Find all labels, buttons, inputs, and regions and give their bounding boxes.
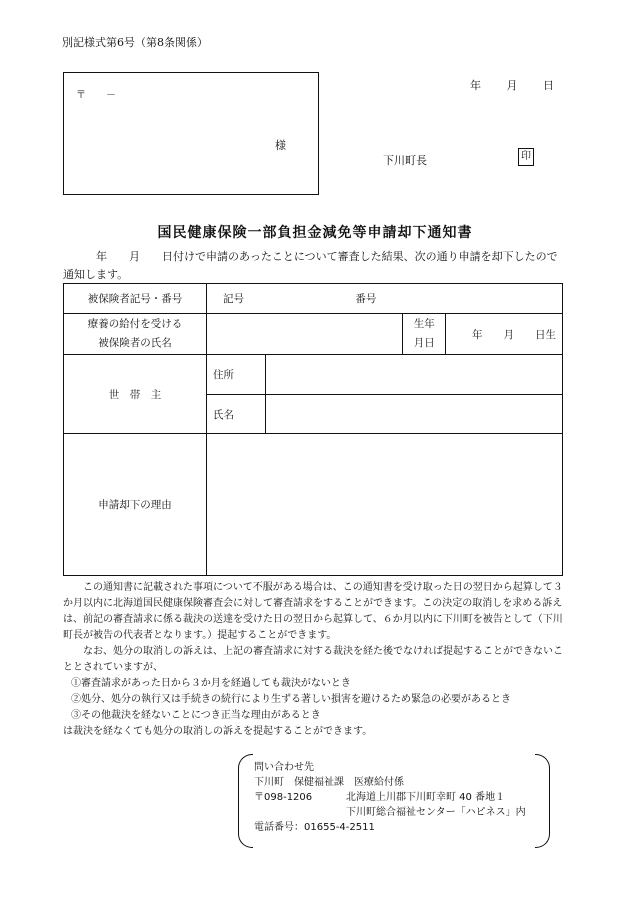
number-label: 番号 — [355, 293, 377, 305]
recipient-name-cell — [207, 314, 403, 355]
notes-paragraph-2: なお、処分の取消しの訴えは、上記の審査請求に対する裁決を経た後でなければ提起することができないこととされていますが、 — [63, 646, 563, 673]
householder-label: 世 帯 主 — [64, 355, 207, 434]
insured-number-label: 被保険者記号・番号 — [64, 284, 207, 314]
contact-address-row — [254, 790, 526, 805]
notes-paragraph-1: この通知書に記載された事項について不服がある場合は、この通知書を受け取った日の翌日から起算して３か月以内に北海道国民健康保険審査会に対して審査請求をすることができます。この決定の取消しを求める訴えは、前記の審査請求に係る裁決の送達を受けた日の翌日から起算して、６か月以内に下川町を被告として（下川町長が被告の代表者となります。）提起することができます。 — [63, 582, 563, 641]
name-label: 氏名 — [207, 395, 266, 434]
contact-heading: 問い合わせ先 — [254, 762, 314, 773]
reason-label: 申請却下の理由 — [64, 434, 207, 576]
date-month: 月 — [506, 79, 518, 92]
birth-value: 年 月 日生 — [446, 314, 563, 355]
notes-item-3: ③その他裁決を経ないことにつき正当な理由があるとき — [71, 710, 321, 721]
notes — [63, 580, 563, 740]
notes-item-1: ①審査請求があった日から３か月を経過しても裁決がないとき — [71, 678, 351, 689]
recipient-label-line2: 被保険者の氏名 — [98, 337, 172, 349]
document-title: 国民健康保険一部負担金減免等申請却下通知書 — [157, 225, 473, 241]
mayor-name: 下川町長 — [383, 154, 427, 167]
date-line — [470, 77, 576, 93]
address-label: 住所 — [207, 355, 266, 395]
contact-phone: 電話番号：01655-4-2511 — [254, 822, 375, 833]
recipient-label-line1: 療養の給付を受ける — [87, 318, 183, 330]
recipient-label — [64, 314, 207, 355]
seal-mark: 印 — [518, 148, 534, 166]
notes-paragraph-3: は裁決を経なくても処分の取消しの訴えを提起することができます。 — [63, 726, 373, 737]
contact-postal-code: 〒098-1206 — [254, 792, 313, 803]
birth-label-line2: 月日 — [413, 337, 435, 349]
birth-label — [403, 314, 446, 355]
notes-item-2: ②処分、処分の執行又は手続きの続行により生ずる著しい損害を避けるため緊急の必要があるとき — [71, 694, 511, 705]
address-value — [266, 355, 563, 395]
reason-value — [207, 434, 563, 576]
contact-dept: 下川町 保健福祉課 医療給付係 — [254, 777, 404, 788]
postal-mark: 〒 － — [76, 90, 116, 101]
birth-label-line1: 生年 — [413, 318, 435, 330]
notice-table — [63, 283, 563, 576]
date-day: 日 — [543, 79, 554, 92]
contact-box — [238, 754, 550, 846]
contact-bracket-left — [238, 754, 253, 848]
name-value — [266, 395, 563, 434]
honorific-sama: 様 — [275, 139, 286, 152]
contact-bracket-right — [535, 754, 550, 848]
contact-text — [254, 760, 526, 835]
date-year: 年 — [470, 79, 481, 92]
form-number: 別記様式第6号（第8条関係） — [62, 36, 208, 49]
insured-number-cell — [207, 284, 563, 314]
contact-address-1: 北海道上川郡下川町幸町 40 番地１ — [346, 792, 506, 803]
contact-address-2: 下川町総合福祉センター「ハピネス」内 — [346, 807, 526, 818]
symbol-label: 記号 — [223, 293, 244, 305]
intro-text: 年 月 日付けで申請のあったことについて審査した結果、次の通り申請を却下したので通知します。 — [63, 250, 558, 281]
